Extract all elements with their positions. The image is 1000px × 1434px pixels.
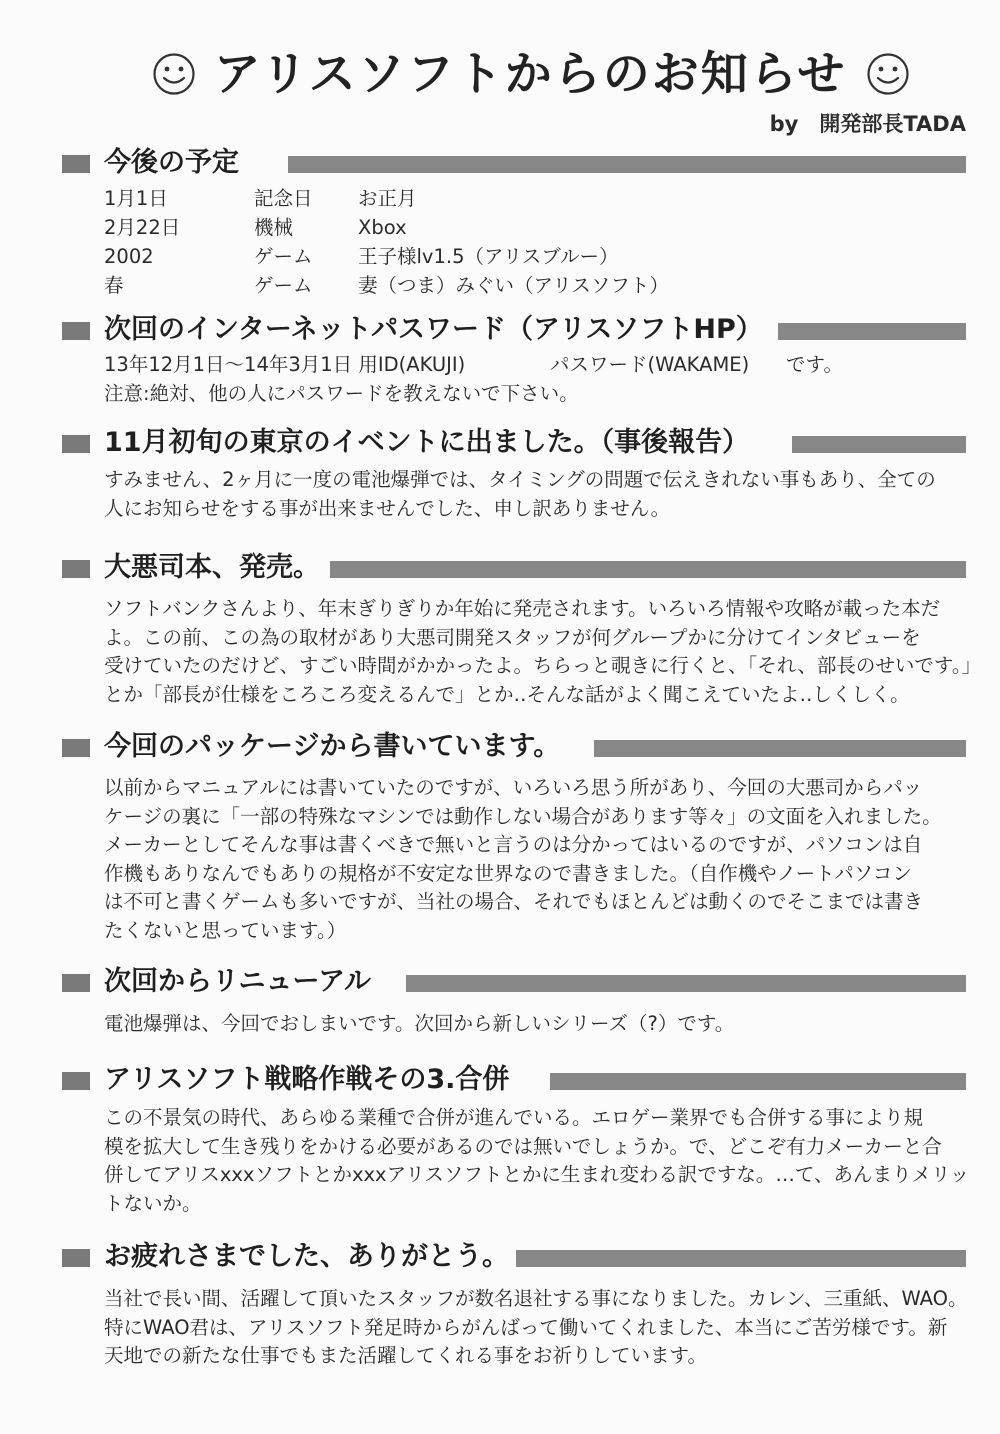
section-marker [62,435,90,453]
schedule-item: Xbox [358,216,407,239]
password-note: 注意:絶対、他の人にパスワードを教えないで下さい。 [104,382,579,405]
section-body [104,595,982,709]
schedule-type: 記念日 [254,187,313,210]
paragraph-line: 作機もありなんでもありの規格が不安定な世界なので書きました。（自作機やノートパソコン [104,861,912,885]
title-row [0,42,1000,112]
section-header [0,146,1000,180]
page-title: アリスソフトからのお知らせ [213,47,847,102]
paragraph-line: たくないと思っています。） [104,918,347,942]
paragraph-line: メーカーとしてそんな事は書くべきで無いと言うのは分かってはいるのですが、パソコンは自 [104,833,923,856]
paragraph-line: 併してアリスxxxソフトとかxxxアリスソフトとかに生まれ変わる訳ですな。…て、あんまりメリッ [104,1163,970,1186]
paragraph-line: 特にWAO君は、アリスソフト発足時からがんばって働いてくれました、本当にご苦労様です。新 [104,1315,948,1339]
paragraph-line: とか「部長が仕様をころころ変えるんで」とか‥そんな話がよく聞こえていたよ‥しくしく。 [104,682,910,706]
password-line [104,351,974,380]
section-body [104,1285,974,1371]
byline: by 開発部長TADA [769,112,966,136]
schedule-date: 2月22日 [104,216,181,239]
section-title: 次回からリニューアル [104,966,372,997]
section-header [0,1240,1000,1274]
schedule-row [104,184,974,213]
section-password [0,313,1000,405]
schedule-type: 機械 [254,216,294,239]
paragraph-line: 以前からマニュアルには書いていたのですが、いろいろ思う所があり、今回の大悪司からパッ [104,776,923,799]
password-suffix: です。 [786,353,843,376]
schedule-item: 王子様lv1.5（アリスブルー） [358,245,619,268]
section-rule [406,975,966,992]
paragraph-line: 模を拡大して生き残りをかける必要があるのでは無いでしょうか。で、どこぞ有力メーカーと合 [104,1134,942,1158]
password-value: パスワード(WAKAME) [550,353,750,376]
paragraph-line: 電池爆弾は、今回でおしまいです。次回から新しいシリーズ（?）です。 [104,1012,735,1035]
section-header [0,730,1000,764]
section-marker [62,1249,90,1267]
section-renewal [0,965,1000,1035]
paragraph-line: ケージの裏に「一部の特殊なマシンでは動作しない場合があります等々」の文面を入れました。 [104,804,942,828]
section-marker [62,974,90,992]
paragraph-line: は不可と書くゲームも多いですが、当社の場合、それでもほとんどは動くのでそこまでは書き [104,890,924,913]
section-marker [62,322,90,340]
schedule-row [104,213,974,242]
paragraph-line: 天地での新たな仕事でもまた活躍してくれる事をお祈りしています。 [104,1344,707,1367]
section-rule [594,740,966,757]
schedule-table [104,184,974,300]
section-title: 今回のパッケージから書いています。 [104,731,561,762]
schedule-item: 妻（つま）みぐい（アリスソフト） [358,274,669,297]
section-package-notice [0,730,1000,942]
smiley-icon [866,52,910,96]
section-farewell [0,1240,1000,1367]
section-merger-strategy [0,1063,1000,1215]
section-rule [288,156,966,173]
paragraph-line: 受けていたのだけど、すごい時間がかかったよ。ちらっと覗きに行くと、「それ、部長のせいです。」 [104,654,982,677]
section-body [104,774,974,945]
password-period: 13年12月1日～14年3月1日 用ID(AKUJI) [104,353,466,376]
section-title: 11月初旬の東京のイベントに出ました。（事後報告） [104,427,750,458]
schedule-type: ゲーム [254,245,313,268]
section-rule [516,1250,966,1267]
section-rule [550,1073,966,1090]
section-header [0,1063,1000,1097]
paragraph-line: 当社で長い間、活躍して頂いたスタッフが数名退社する事になりました。カレン、三重紙、WAO。 [104,1287,968,1310]
paragraph-line: ソフトバンクさんより、年末ぎりぎりか年始に発売されます。いろいろ情報や攻略が載った本だ [104,597,941,620]
section-body [104,1010,974,1039]
schedule-date: 2002 [104,245,154,268]
paragraph-line: トないか。 [104,1191,202,1215]
schedule-row [104,242,974,271]
paragraph-line: よ。この前、この為の取材があり大悪司開発スタッフが何グループかに分けてインタビューを [104,625,921,649]
section-body [104,351,974,409]
paragraph-line: すみません、2ヶ月に一度の電池爆弾では、タイミングの問題で伝えきれない事もあり、全ての [104,468,936,491]
section-body [104,466,974,523]
section-title: 今後の予定 [104,147,239,178]
schedule-date: 春 [104,274,124,297]
paragraph-line: この不景気の時代、あらゆる業種で合併が進んでいる。エロゲー業界でも合併する事により規 [104,1106,924,1129]
section-marker [62,560,90,578]
section-title: お疲れさまでした、ありがとう。 [104,1241,509,1272]
section-header [0,965,1000,999]
section-marker [62,739,90,757]
section-title: 大悪司本、発売。 [104,552,320,583]
section-marker [62,155,90,173]
section-header [0,313,1000,347]
section-marker [62,1072,90,1090]
smiley-icon [152,52,196,96]
section-header [0,426,1000,460]
section-rule [330,561,966,578]
schedule-row [104,271,974,300]
section-title: アリスソフト戦略作戦その3.合併 [104,1064,510,1095]
section-header [0,551,1000,585]
section-schedule [0,146,1000,297]
schedule-item: お正月 [358,187,417,210]
section-event-report [0,426,1000,520]
section-rule [792,436,966,453]
section-title: 次回のインターネットパスワード（アリスソフトHP） [104,314,763,345]
section-book-release [0,551,1000,706]
section-body [104,1104,974,1218]
section-rule [778,323,966,340]
paragraph-line: 人にお知らせをする事が出来ませんでした、申し訳ありません。 [104,496,671,520]
schedule-type: ゲーム [254,274,313,297]
schedule-date: 1月1日 [104,187,168,210]
